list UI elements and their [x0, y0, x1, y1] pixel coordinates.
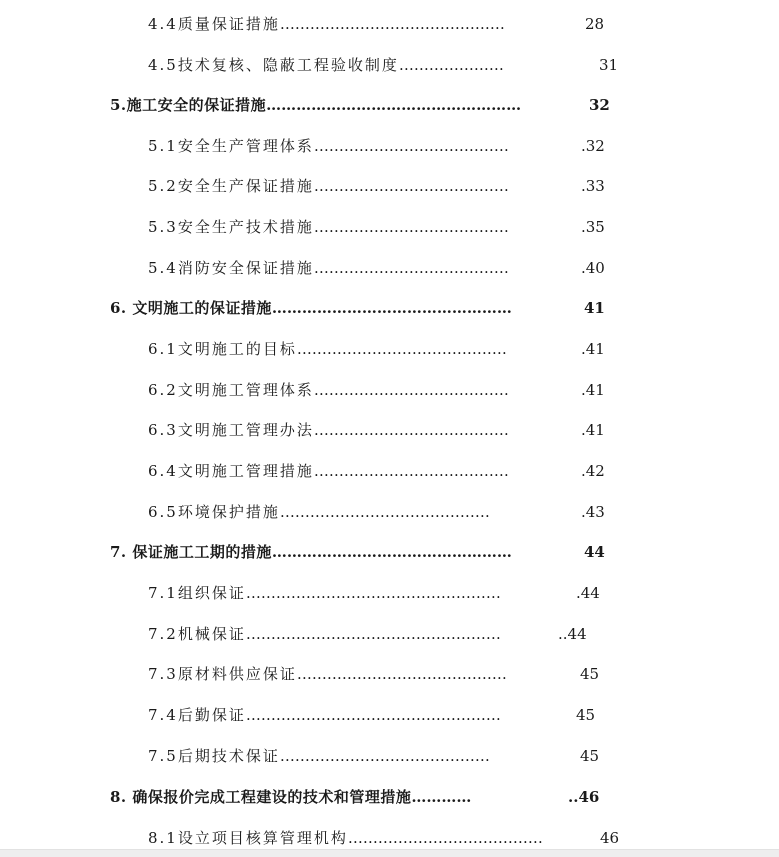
toc-entry-6[interactable]: [110, 299, 605, 317]
toc-entry-title: 5.1安全生产管理体系: [148, 137, 314, 155]
toc-entry-title: 8. 确保报价完成工程建设的技术和管理措施: [110, 788, 412, 806]
toc-entry-title: 6.4文明施工管理措施: [148, 462, 314, 480]
toc-entry-title: 8.1设立项目核算管理机构: [148, 829, 348, 847]
toc-entry-6-1[interactable]: [148, 340, 605, 358]
toc-leader-dots: ……………………………………………: [266, 96, 522, 114]
toc-entry-7-1[interactable]: [148, 584, 600, 602]
toc-entry-title: 6.3文明施工管理办法: [148, 421, 314, 439]
toc-leader-dots: …………………………………………: [271, 543, 512, 561]
toc-page-number: ..46: [568, 788, 600, 806]
toc-page-number: .43: [581, 503, 605, 521]
toc-entry-5[interactable]: [110, 96, 610, 114]
toc-page-number: .40: [581, 259, 605, 277]
toc-entry-title: 5.3安全生产技术措施: [148, 218, 314, 236]
toc-entry-title: 6. 文明施工的保证措施: [110, 299, 272, 317]
toc-leader-dots: …………………………………: [313, 218, 509, 236]
toc-entry-title: 5.施工安全的保证措施: [110, 96, 267, 114]
toc-page-number: 45: [580, 747, 600, 765]
toc-entry-7-5[interactable]: [148, 747, 600, 765]
toc-leader-dots: …………………………………: [313, 381, 509, 399]
toc-entry-title: 7.1组织保证: [148, 584, 246, 602]
toc-page-number: .33: [581, 177, 605, 195]
viewer-bottom-edge: [0, 849, 779, 857]
toc-page-number: .41: [581, 381, 605, 399]
toc-entry-4-4[interactable]: [148, 15, 605, 33]
toc-leader-dots: …………………………………: [313, 177, 509, 195]
toc-page-number: .35: [581, 218, 605, 236]
toc-entry-5-2[interactable]: [148, 177, 605, 195]
toc-leader-dots: ……………………………………: [279, 503, 490, 521]
toc-leader-dots: …………………………………………: [271, 299, 512, 317]
toc-page-number: 46: [600, 829, 620, 847]
toc-leader-dots: …………………………………: [347, 829, 543, 847]
toc-page-number: 45: [576, 706, 596, 724]
toc-entry-8-1[interactable]: [148, 829, 620, 847]
toc-entry-title: 7.3原材料供应保证: [148, 665, 297, 683]
toc-entry-7[interactable]: [110, 543, 605, 561]
toc-page-number: .41: [581, 340, 605, 358]
toc-entry-6-5[interactable]: [148, 503, 605, 521]
toc-leader-dots: ……………………………………: [296, 340, 507, 358]
toc-entry-title: 4.4质量保证措施: [148, 15, 280, 33]
toc-entry-title: 5.2安全生产保证措施: [148, 177, 314, 195]
toc-entry-title: 7.5后期技术保证: [148, 747, 280, 765]
toc-page-number: 28: [585, 15, 605, 33]
toc-entry-title: 7. 保证施工工期的措施: [110, 543, 272, 561]
toc-entry-7-3[interactable]: [148, 665, 600, 683]
toc-leader-dots: …………………………………: [313, 137, 509, 155]
toc-entry-title: 6.1文明施工的目标: [148, 340, 297, 358]
toc-leader-dots: ……………………………………: [296, 665, 507, 683]
toc-entry-4-5[interactable]: [148, 56, 619, 74]
toc-page-number: .41: [581, 421, 605, 439]
toc-leader-dots: ……………………………………………: [245, 584, 501, 602]
toc-entry-title: 6.5环境保护措施: [148, 503, 280, 521]
toc-leader-dots: ……………………………………………: [245, 706, 501, 724]
toc-entry-6-3[interactable]: [148, 421, 605, 439]
toc-entry-5-3[interactable]: [148, 218, 605, 236]
toc-entry-6-4[interactable]: [148, 462, 605, 480]
toc-entry-7-4[interactable]: [148, 706, 596, 724]
toc-leader-dots: …………………………………: [313, 421, 509, 439]
toc-entry-6-2[interactable]: [148, 381, 605, 399]
toc-entry-title: 7.2机械保证: [148, 625, 246, 643]
toc-entry-title: 6.2文明施工管理体系: [148, 381, 314, 399]
toc-entry-title: 5.4消防安全保证措施: [148, 259, 314, 277]
toc-page-number: .42: [581, 462, 605, 480]
toc-entry-8[interactable]: [110, 788, 600, 806]
toc-page-number: ..44: [558, 625, 587, 643]
toc-leader-dots: ………………………………………: [279, 15, 505, 33]
toc-page-number: .32: [581, 137, 605, 155]
toc-leader-dots: …………: [411, 788, 472, 806]
toc-leader-dots: …………………………………: [313, 462, 509, 480]
toc-leader-dots: ……………………………………: [279, 747, 490, 765]
toc-entry-5-1[interactable]: [148, 137, 605, 155]
toc-entry-7-2[interactable]: [148, 625, 587, 643]
toc-leader-dots: …………………: [398, 56, 504, 74]
toc-page-number: 31: [599, 56, 619, 74]
toc-entry-title: 4.5技术复核、隐蔽工程验收制度: [148, 56, 399, 74]
toc-page-number: .44: [576, 584, 600, 602]
toc-page-number: 44: [584, 543, 605, 561]
toc-page-number: 45: [580, 665, 600, 683]
toc-page-number: 41: [584, 299, 605, 317]
toc-leader-dots: ……………………………………………: [245, 625, 501, 643]
toc-entry-title: 7.4后勤保证: [148, 706, 246, 724]
toc-page-number: 32: [589, 96, 610, 114]
toc-entry-5-4[interactable]: [148, 259, 605, 277]
toc-leader-dots: …………………………………: [313, 259, 509, 277]
